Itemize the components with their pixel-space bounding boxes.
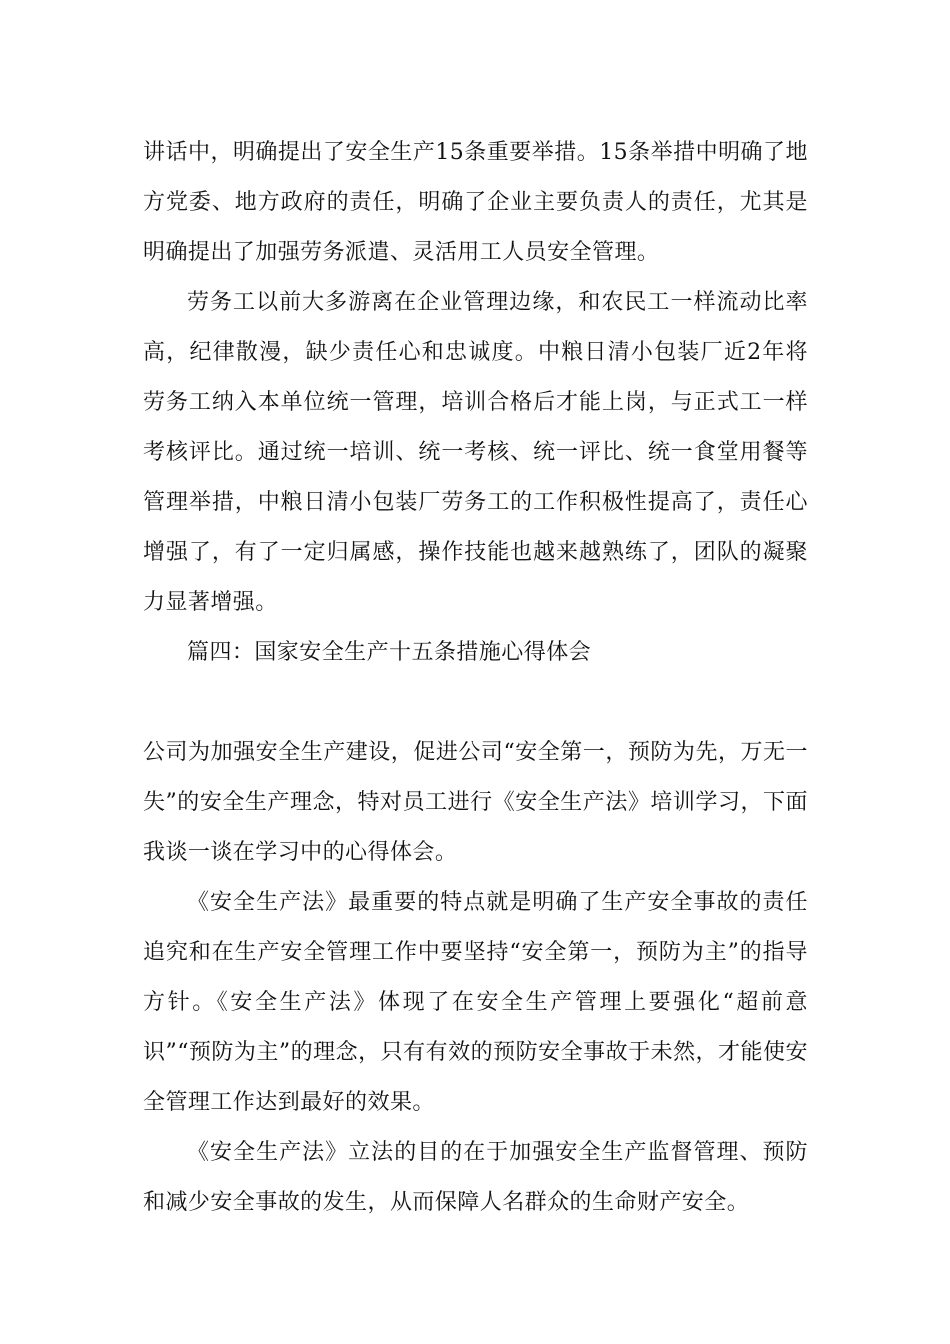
paragraph-law-purpose: 《安全生产法》立法的目的在于加强安全生产监督管理、预防和减少安全事故的发生，从而保障人名群众的生命财产安全。 [143, 1140, 808, 1215]
paragraph-intro: 公司为加强安全生产建设，促进公司“安全第一，预防为先，万无一失”的安全生产理念，特对员工进行《安全生产法》培训学习，下面我谈一谈在学习中的心得体会。 [143, 740, 808, 865]
section-heading: 篇四：国家安全生产十五条措施心得体会 [187, 640, 592, 665]
paragraph-law-features: 《安全生产法》最重要的特点就是明确了生产安全事故的责任追究和在生产安全管理工作中要坚持“安全第一，预防为主”的指导方针。《安全生产法》体现了在安全生产管理上要强化“超前意识”“预防为主”的理念，只有有效的预防安全事故于未然，才能使安全管理工作达到最好的效果。 [143, 890, 808, 1115]
paragraph-labor-workers: 劳务工以前大多游离在企业管理边缘，和农民工一样流动比率高，纪律散漫，缺少责任心和忠诚度。中粮日清小包装厂近2年将劳务工纳入本单位统一管理，培训合格后才能上岗，与正式工一样考核评比。通过统一培训、统一考核、统一评比、统一食堂用餐等管理举措，中粮日清小包装厂劳务工的工作积极性提高了，责任心增强了，有了一定归属感，操作技能也越来越熟练了，团队的凝聚力显著增强。 [143, 290, 808, 615]
paragraph-continuation: 讲话中，明确提出了安全生产15条重要举措。15条举措中明确了地方党委、地方政府的责任，明确了企业主要负责人的责任，尤其是明确提出了加强劳务派遣、灵活用工人员安全管理。 [143, 140, 808, 265]
document-body [143, 128, 808, 1228]
